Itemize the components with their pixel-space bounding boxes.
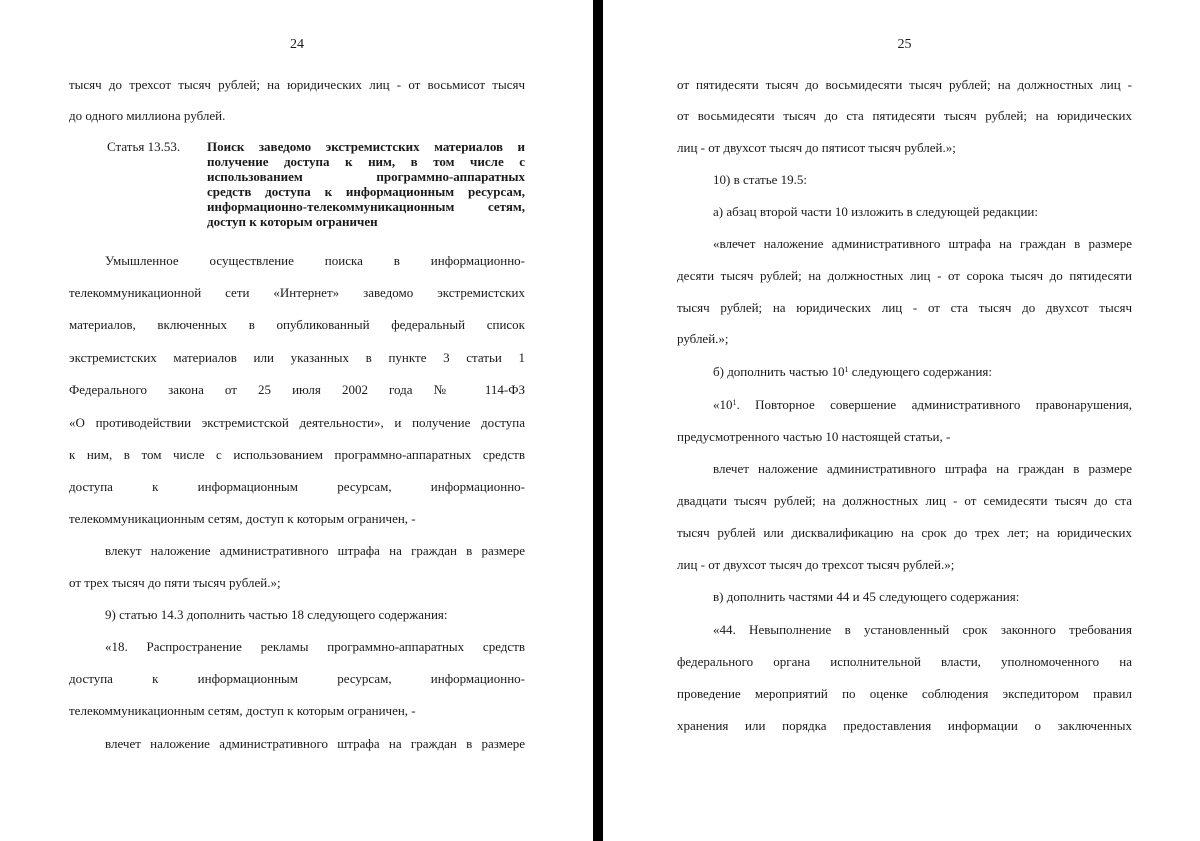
text-line: экстремистских материалов или указанных в пункте 3 статьи 1	[69, 350, 525, 365]
text-line: десяти тысяч рублей; на должностных лиц - от сорока тысяч до пятидесяти	[677, 268, 1132, 283]
article-title-line: доступ к которым ограничен	[207, 214, 378, 229]
text-line: от пятидесяти тысяч до восьмидесяти тысяч рублей; на должностных лиц -	[677, 77, 1132, 92]
text-line: двадцати тысяч рублей; на должностных лиц - от семидесяти тысяч до ста	[677, 493, 1132, 508]
text-line: федерального органа исполнительной власти, уполномоченного на	[677, 654, 1132, 669]
text-line: 10) в статье 19.5:	[713, 172, 808, 187]
page-number: 24	[290, 37, 304, 52]
text-line: проведение мероприятий по оценке соблюдения экспедитором правил	[677, 686, 1132, 701]
text-line: доступа к информационным ресурсам, информационно-	[69, 479, 525, 494]
text-run: . Повторное совершение административного правонарушения,	[736, 397, 1132, 412]
text-line: Федерального закона от 25 июля 2002 года № 114-ФЗ	[69, 382, 525, 397]
text-line: до одного миллиона рублей.	[69, 108, 226, 123]
text-line: влечет наложение административного штрафа на граждан в размере	[713, 461, 1132, 476]
superscript: 1	[732, 398, 737, 407]
text-line	[713, 397, 1132, 413]
superscript: 1	[844, 365, 849, 374]
article-title-line: средств доступа к информационным ресурсам,	[207, 184, 525, 199]
text-line: 9) статью 14.3 дополнить частью 18 следующего содержания:	[105, 607, 448, 622]
article-title	[207, 139, 525, 229]
article-title-line: Поиск заведомо экстремистских материалов и	[207, 139, 525, 154]
text-line: лиц - от двухсот тысяч до пятисот тысяч рублей.»;	[677, 140, 956, 155]
text-line: хранения или порядка предоставления информации о заключенных	[677, 718, 1132, 733]
text-run: «10	[713, 397, 733, 412]
text-line: предусмотренного частью 10 настоящей статьи, -	[677, 429, 951, 444]
text-line: лиц - от двухсот тысяч до трехсот тысяч рублей.»;	[677, 557, 955, 572]
text-line: «влечет наложение административного штрафа на граждан в размере	[713, 236, 1132, 251]
text-line: доступа к информационным ресурсам, информационно-	[69, 671, 525, 686]
text-line: влечет наложение административного штрафа на граждан в размере	[105, 736, 525, 751]
article-number: Статья 13.53.	[107, 139, 181, 154]
text-line: к ним, в том числе с использованием программно-аппаратных средств	[69, 447, 525, 462]
text-line: а) абзац второй части 10 изложить в следующей редакции:	[713, 204, 1038, 219]
text-line: телекоммуникационной сети «Интернет» заведомо экстремистских	[69, 285, 525, 300]
text-line: материалов, включенных в опубликованный федеральный список	[69, 317, 525, 332]
text-line: телекоммуникационным сетям, доступ к которым ограничен, -	[69, 511, 416, 526]
article-title-line: использованием программно-аппаратных	[207, 169, 525, 184]
text-run	[713, 397, 1132, 413]
article-title-line: получение доступа к ним, в том числе с	[207, 154, 525, 169]
text-line: от трех тысяч до пяти тысяч рублей.»;	[69, 575, 281, 590]
text-line: тысяч рублей или дисквалификацию на срок до трех лет; на юридических	[677, 525, 1132, 540]
article-title-line: информационно-телекоммуникационным сетям,	[207, 199, 525, 214]
text-line: Умышленное осуществление поиска в информационно-	[105, 253, 525, 268]
text-line: от восьмидесяти тысяч до ста пятидесяти тысяч рублей; на юридических	[677, 108, 1132, 123]
text-line: тысяч до трехсот тысяч рублей; на юридических лиц - от восьмисот тысяч	[69, 77, 525, 92]
page-right	[677, 0, 1132, 841]
text-line: влекут наложение административного штрафа на граждан в размере	[105, 543, 525, 558]
text-line: «18. Распространение рекламы программно-аппаратных средств	[105, 639, 525, 654]
text-line	[713, 364, 1132, 380]
page-left	[69, 0, 525, 841]
text-line: «44. Невыполнение в установленный срок законного требования	[713, 622, 1132, 637]
text-line: тысяч рублей; на юридических лиц - от ста тысяч до двухсот тысяч	[677, 300, 1132, 315]
text-line: в) дополнить частями 44 и 45 следующего содержания:	[713, 589, 1020, 604]
text-run: б) дополнить частью 10	[713, 364, 845, 379]
text-run: следующего содержания:	[848, 364, 993, 379]
page-number: 25	[897, 37, 912, 52]
page-divider	[593, 0, 603, 841]
text-line: «О противодействии экстремистской деятельности», и получение доступа	[69, 415, 525, 430]
text-line: рублей.»;	[677, 331, 729, 346]
text-line: телекоммуникационным сетям, доступ к которым ограничен, -	[69, 703, 416, 718]
